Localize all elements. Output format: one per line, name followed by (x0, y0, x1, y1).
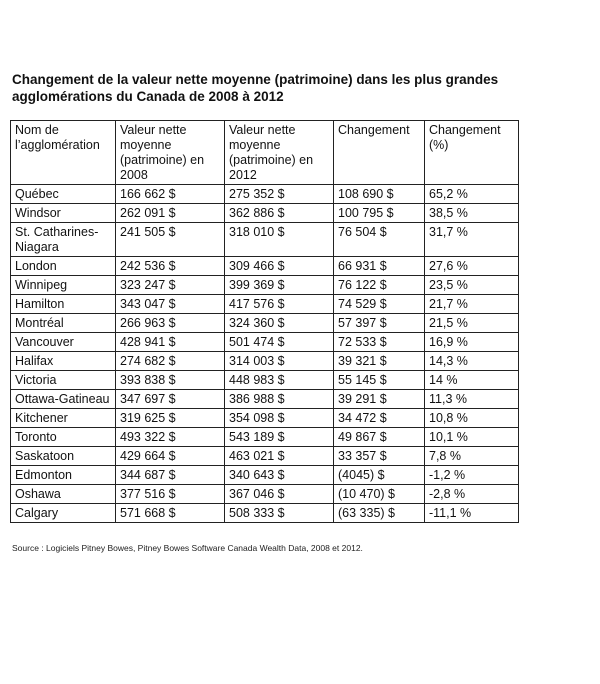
cell-change-percent: 10,1 % (425, 428, 519, 447)
table-row (11, 276, 519, 295)
table-row (11, 352, 519, 371)
cell-value-2008: 274 682 $ (116, 352, 225, 371)
table-row (11, 314, 519, 333)
table-row (11, 485, 519, 504)
cell-change: 66 931 $ (334, 257, 425, 276)
cell-value-2012: 367 046 $ (225, 485, 334, 504)
cell-agglomeration: London (11, 257, 116, 276)
cell-agglomeration: Vancouver (11, 333, 116, 352)
cell-value-2008: 262 091 $ (116, 204, 225, 223)
table-row (11, 204, 519, 223)
cell-agglomeration: Calgary (11, 504, 116, 523)
cell-agglomeration: Montréal (11, 314, 116, 333)
cell-value-2012: 275 352 $ (225, 185, 334, 204)
cell-agglomeration: Halifax (11, 352, 116, 371)
cell-agglomeration: Québec (11, 185, 116, 204)
cell-value-2008: 343 047 $ (116, 295, 225, 314)
document-title: Changement de la valeur nette moyenne (patrimoine) dans les plus grandes agglomérations du Canada de 2008 à 2012 (12, 72, 499, 104)
table-row (11, 466, 519, 485)
cell-change-percent: 65,2 % (425, 185, 519, 204)
table-row (11, 295, 519, 314)
cell-change: 72 533 $ (334, 333, 425, 352)
cell-value-2008: 344 687 $ (116, 466, 225, 485)
cell-change-percent: 10,8 % (425, 409, 519, 428)
cell-change: 76 122 $ (334, 276, 425, 295)
cell-agglomeration: Winnipeg (11, 276, 116, 295)
cell-change: 39 321 $ (334, 352, 425, 371)
cell-change: 49 867 $ (334, 428, 425, 447)
header-agglomeration: Nom de l’agglomération (11, 121, 116, 185)
cell-change: 108 690 $ (334, 185, 425, 204)
table-row (11, 428, 519, 447)
cell-agglomeration: Toronto (11, 428, 116, 447)
cell-value-2008: 166 662 $ (116, 185, 225, 204)
header-change-percent: Changement (%) (425, 121, 519, 185)
cell-value-2012: 417 576 $ (225, 295, 334, 314)
cell-value-2008: 571 668 $ (116, 504, 225, 523)
cell-value-2012: 318 010 $ (225, 223, 334, 257)
cell-agglomeration: Saskatoon (11, 447, 116, 466)
cell-change-percent: 14,3 % (425, 352, 519, 371)
cell-value-2008: 242 536 $ (116, 257, 225, 276)
cell-value-2008: 319 625 $ (116, 409, 225, 428)
cell-change-percent: 7,8 % (425, 447, 519, 466)
cell-change: 33 357 $ (334, 447, 425, 466)
table-header-row (11, 121, 519, 185)
table-row (11, 390, 519, 409)
cell-value-2008: 428 941 $ (116, 333, 225, 352)
cell-value-2008: 393 838 $ (116, 371, 225, 390)
cell-change: 34 472 $ (334, 409, 425, 428)
cell-change-percent: 27,6 % (425, 257, 519, 276)
cell-change-percent: -11,1 % (425, 504, 519, 523)
cell-value-2008: 266 963 $ (116, 314, 225, 333)
cell-change: 55 145 $ (334, 371, 425, 390)
cell-value-2012: 340 643 $ (225, 466, 334, 485)
cell-change: (10 470) $ (334, 485, 425, 504)
table-row (11, 409, 519, 428)
cell-change: 100 795 $ (334, 204, 425, 223)
table-row (11, 257, 519, 276)
table-body (11, 185, 519, 523)
cell-change-percent: 16,9 % (425, 333, 519, 352)
header-change: Changement (334, 121, 425, 185)
cell-value-2012: 314 003 $ (225, 352, 334, 371)
header-value-2008: Valeur nette moyenne (patrimoine) en 2008 (116, 121, 225, 185)
cell-value-2008: 323 247 $ (116, 276, 225, 295)
cell-value-2008: 347 697 $ (116, 390, 225, 409)
cell-change: 76 504 $ (334, 223, 425, 257)
cell-value-2012: 324 360 $ (225, 314, 334, 333)
cell-value-2012: 354 098 $ (225, 409, 334, 428)
table-row (11, 447, 519, 466)
cell-change: 39 291 $ (334, 390, 425, 409)
cell-value-2008: 377 516 $ (116, 485, 225, 504)
header-value-2012: Valeur nette moyenne (patrimoine) en 2012 (225, 121, 334, 185)
cell-agglomeration: Edmonton (11, 466, 116, 485)
cell-value-2012: 309 466 $ (225, 257, 334, 276)
cell-value-2012: 543 189 $ (225, 428, 334, 447)
cell-change-percent: 14 % (425, 371, 519, 390)
cell-value-2012: 362 886 $ (225, 204, 334, 223)
cell-agglomeration: Victoria (11, 371, 116, 390)
table-row (11, 185, 519, 204)
cell-agglomeration: Windsor (11, 204, 116, 223)
cell-value-2012: 386 988 $ (225, 390, 334, 409)
cell-change-percent: 21,5 % (425, 314, 519, 333)
cell-value-2012: 501 474 $ (225, 333, 334, 352)
cell-change-percent: 23,5 % (425, 276, 519, 295)
cell-value-2012: 463 021 $ (225, 447, 334, 466)
cell-change-percent: 31,7 % (425, 223, 519, 257)
cell-change-percent: 21,7 % (425, 295, 519, 314)
table-row (11, 223, 519, 257)
cell-agglomeration: Hamilton (11, 295, 116, 314)
table-row (11, 333, 519, 352)
cell-change: 57 397 $ (334, 314, 425, 333)
source-note: Source : Logiciels Pitney Bowes, Pitney Bowes Software Canada Wealth Data, 2008 et 2012. (12, 543, 363, 553)
cell-agglomeration: Ottawa-Gatineau (11, 390, 116, 409)
cell-change-percent: 11,3 % (425, 390, 519, 409)
wealth-change-table (10, 120, 519, 523)
cell-change-percent: -2,8 % (425, 485, 519, 504)
cell-value-2008: 429 664 $ (116, 447, 225, 466)
cell-value-2008: 493 322 $ (116, 428, 225, 447)
cell-agglomeration: Kitchener (11, 409, 116, 428)
cell-change-percent: -1,2 % (425, 466, 519, 485)
cell-change-percent: 38,5 % (425, 204, 519, 223)
cell-agglomeration: Oshawa (11, 485, 116, 504)
cell-change: (4045) $ (334, 466, 425, 485)
table-row (11, 504, 519, 523)
table-row (11, 371, 519, 390)
cell-change: 74 529 $ (334, 295, 425, 314)
cell-value-2012: 399 369 $ (225, 276, 334, 295)
cell-change: (63 335) $ (334, 504, 425, 523)
cell-value-2012: 448 983 $ (225, 371, 334, 390)
cell-value-2008: 241 505 $ (116, 223, 225, 257)
cell-value-2012: 508 333 $ (225, 504, 334, 523)
cell-agglomeration: St. Catharines-Niagara (11, 223, 116, 257)
